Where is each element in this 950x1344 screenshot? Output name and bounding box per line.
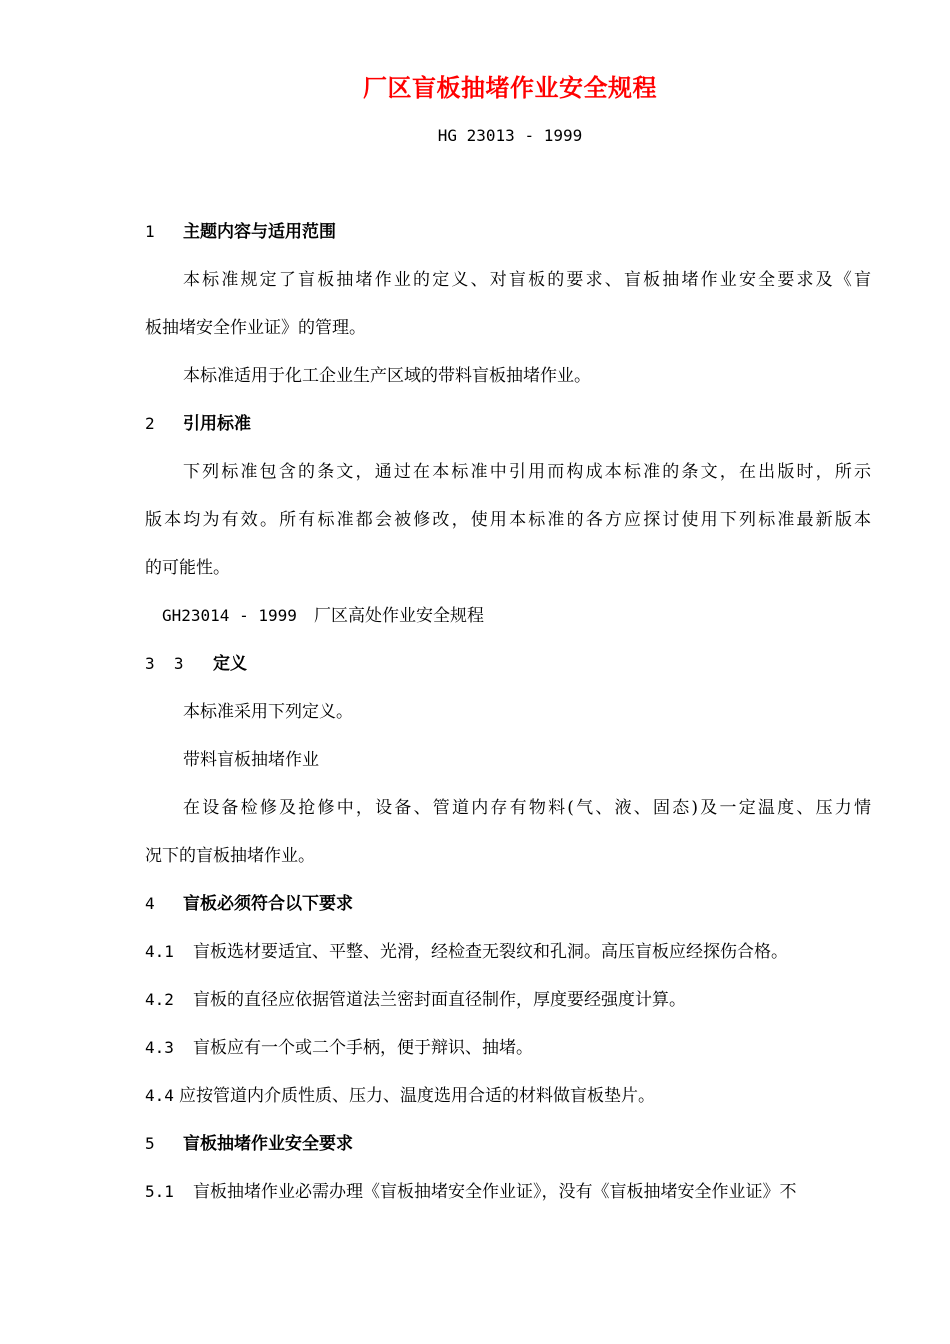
clause-number: 4.2 [145,990,174,1009]
section-number: 1 [145,222,155,241]
section-number: 3 3 [145,654,184,673]
section-number: 2 [145,414,155,433]
reference-entry [162,604,484,628]
section-number: 4 [145,894,155,913]
section-title: 引用标准 [183,414,251,434]
clause-number: 4.3 [145,1038,174,1057]
clause-item [145,1084,655,1108]
clause-item [145,940,788,964]
paragraph-line: 下列标准包含的条文，通过在本标准中引用而构成本标准的条文，在出版时，所示 [183,462,871,482]
section-1-heading [145,220,336,244]
reference-code: GH23014 - 1999 [162,606,297,625]
section-title: 盲板抽堵作业安全要求 [183,1134,353,1154]
section-title: 盲板必须符合以下要求 [183,894,353,914]
section-title: 主题内容与适用范围 [183,222,336,242]
paragraph-line: 在设备检修及抢修中，设备、管道内存有物料(气、液、固态)及一定温度、压力情 [183,798,871,818]
standard-code: HG 23013 - 1999 [437,126,583,145]
definition-term: 带料盲板抽堵作业 [183,750,319,770]
clause-item [145,1180,871,1204]
clause-text: 应按管道内介质性质、压力、温度选用合适的材料做盲板垫片。 [179,1086,655,1106]
section-title: 定义 [213,654,247,674]
clause-number: 4.4 [145,1086,174,1105]
section-2-heading [145,412,251,436]
clause-text: 盲板抽堵作业必需办理《盲板抽堵安全作业证》，没有《盲板抽堵安全作业证》不 [193,1182,797,1202]
section-number: 5 [145,1134,155,1153]
section-4-heading [145,892,353,916]
clause-item [145,988,686,1012]
clause-item [145,1036,533,1060]
paragraph-line: 本标准适用于化工企业生产区域的带料盲板抽堵作业。 [183,366,591,386]
paragraph-line: 况下的盲板抽堵作业。 [145,846,315,866]
section-5-heading [145,1132,353,1156]
document-title: 厂区盲板抽堵作业安全规程 [363,74,657,102]
clause-text: 盲板应有一个或二个手柄，便于辩识、抽堵。 [193,1038,533,1058]
section-3-heading [145,652,247,676]
clause-text: 盲板的直径应依据管道法兰密封面直径制作，厚度要经强度计算。 [193,990,686,1010]
reference-title: 厂区高处作业安全规程 [314,606,484,626]
paragraph-line: 本标准采用下列定义。 [183,702,353,722]
clause-text: 盲板选材要适宜、平整、光滑，经检查无裂纹和孔洞。高压盲板应经探伤合格。 [193,942,788,962]
paragraph-line: 的可能性。 [145,558,230,578]
paragraph-line: 本标准规定了盲板抽堵作业的定义、对盲板的要求、盲板抽堵作业安全要求及《盲 [183,270,871,290]
clause-number: 4.1 [145,942,174,961]
paragraph-line: 板抽堵安全作业证》的管理。 [145,318,366,338]
paragraph-line: 版本均为有效。所有标准都会被修改，使用本标准的各方应探讨使用下列标准最新版本 [145,510,871,530]
clause-number: 5.1 [145,1182,174,1201]
